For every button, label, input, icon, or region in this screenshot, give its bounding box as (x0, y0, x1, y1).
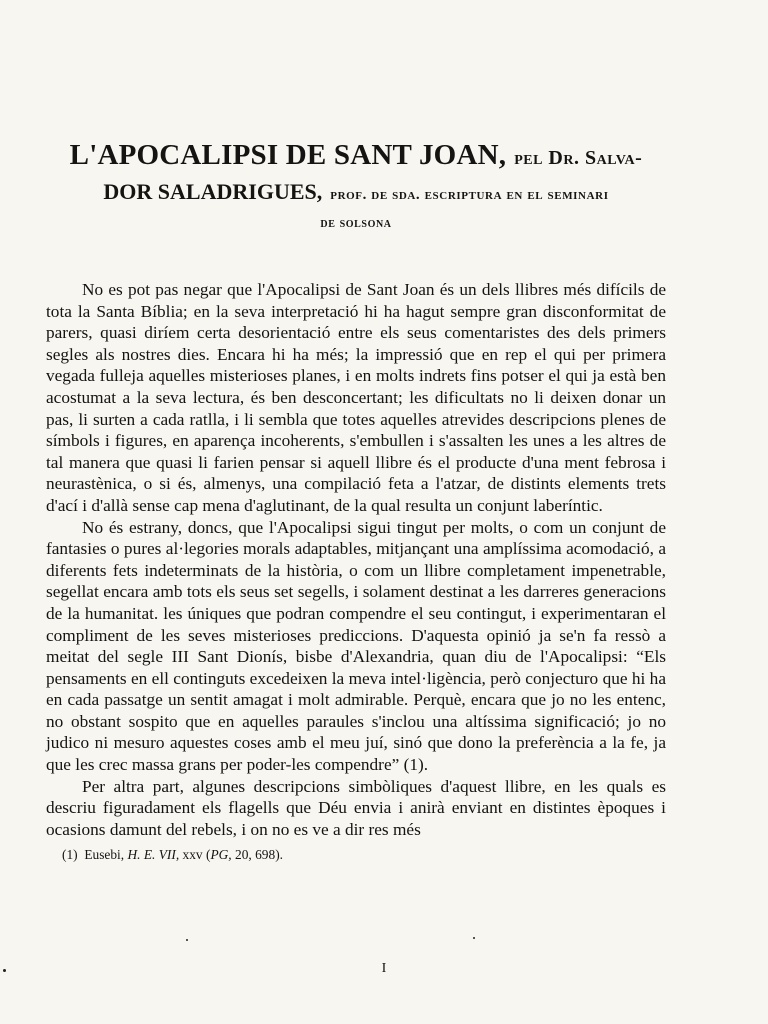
heading-line-2 (46, 173, 666, 210)
footnote-work: H. E. VII, (127, 847, 180, 863)
page-number: I (381, 961, 387, 976)
footnote-author: Eusebi, (84, 847, 125, 863)
article-heading (46, 138, 666, 236)
footnote (46, 846, 666, 864)
article-title: L'APOCALIPSI DE SANT JOAN, (69, 139, 507, 171)
paragraph: No es pot pas negar que l'Apocalipsi de Sant Joan és un dels llibres més difícils de tota la Santa Bíblia; en la seva interpretació hi ha hagut sempre gran disconformitat de parers, quasi diríem certa desorientació entre els seus comentaristes des dels primers segles als nostres dies. Encara hi ha més; la impressió que en rep el qui per primera vegada fulleja aquelles misterioses planes, i en molts indrets fins potser el qui ja està ben acostumat a la seva lectura, és ben desconcertant; les dificultats no li deixen donar un pas, li surten a cada ratlla, i li sembla que totes aquelles atrevides descripcions plenes de símbols i figures, en aparença incoherents, s'embullen i s'assalten les unes a les altres de tal manera que quasi li farien pensar si aquell llibre és el producte d'una ment febrosa i neurastènica, o si és, almenys, una compilació feta a l'atzar, de distints elements trets d'ací i d'allà sense cap mena d'aglutinant, de la qual resulta un conjunt laberíntic. (46, 280, 666, 515)
paragraph: Per altra part, algunes descripcions simbòliques d'aquest llibre, en les quals es descriu figuradament els flagells que Déu envia i anirà enviant en distintes èpoques i ocasions damunt del rebels, i on no es ve a dir res més (46, 776, 666, 839)
author-name: DOR SALADRIGUES, (103, 179, 323, 204)
footnote-open-paren: ( (205, 847, 211, 863)
author-intro: pel Dr. Salva- (514, 147, 643, 169)
article-body (46, 279, 666, 840)
footnote-pg: PG, (210, 847, 232, 863)
footnote-location: 20, 698). (235, 847, 283, 863)
author-role: prof. de sda. escriptura en el seminari (330, 187, 609, 203)
footnote-marker: (1) (62, 847, 78, 863)
paragraph: No és estrany, doncs, que l'Apocalipsi sigui tingut per molts, o com un conjunt de fantasies o pures al·legories morals adaptables, mitjançant una amplíssima acomodació, a diferents fets indeterminats de la història, o com un llibre completament impenetrable, segellat encara amb tots els seus set segells, i solament destinat a les darreres generacions de la humanitat. les úniques que podran compendre el seu contingut, i experimentaran el compliment de les seves misterioses prediccions. D'aquesta opinió ja se'n fa ressò a meitat del segle III Sant Dionís, bisbe d'Alexandria, quan diu de l'Apocalipsi: “Els pensaments en ell continguts excedeixen la meva intel·ligència, però conjecturo que hi ha en cada passatge un sentit amagat i molt admirable. Perquè, encara que jo no les entenc, no obstant sospito que en aquelles paraules s'inclou una altíssima significació; jo no judico ni mesuro aquestes coses amb el meu juí, sinó que dono la preferència a la fe, ja que les crec massa grans per poder-les compendre” (1). (46, 517, 666, 775)
scan-speck (473, 937, 475, 939)
footnote-ref: xxv (182, 847, 203, 863)
scan-speck (186, 939, 188, 941)
document-page (46, 138, 666, 864)
author-place: de solsona (320, 216, 392, 231)
